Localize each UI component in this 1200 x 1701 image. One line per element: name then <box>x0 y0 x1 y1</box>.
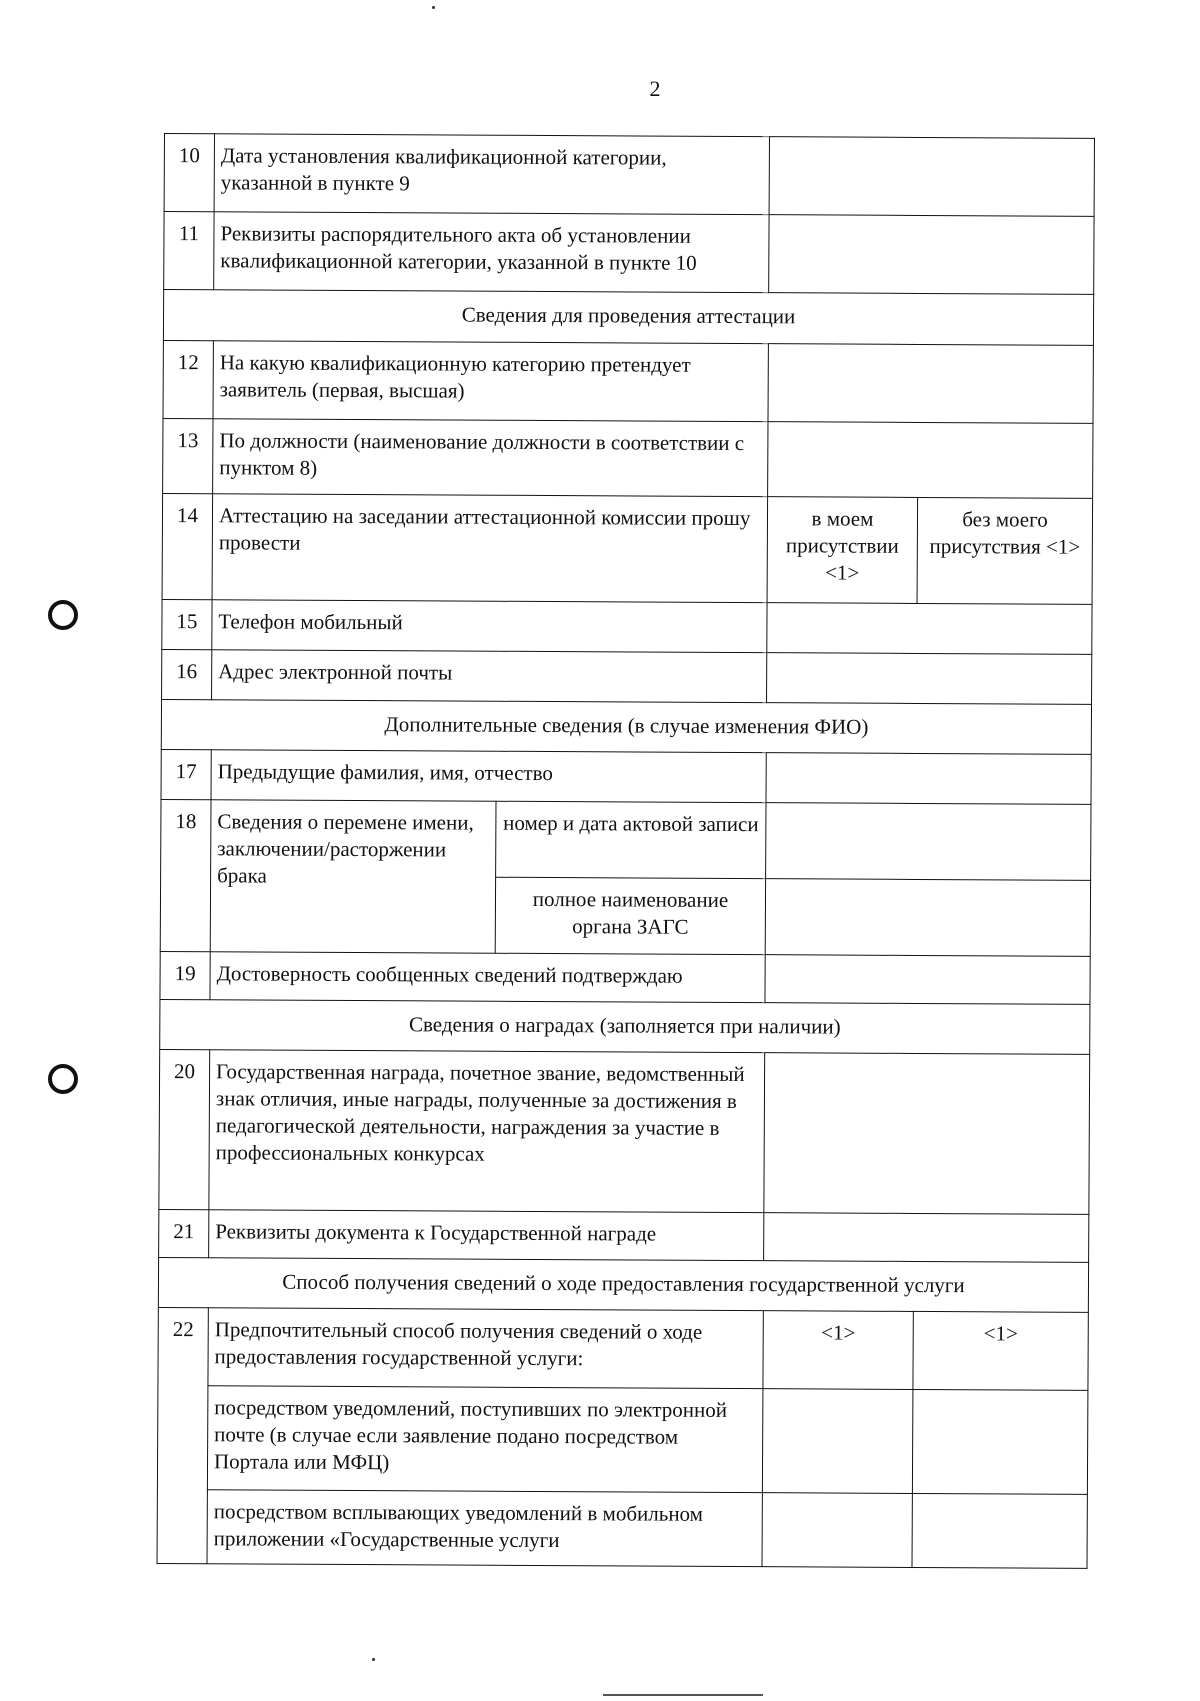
row-number: 11 <box>164 212 214 290</box>
page-number: 2 <box>649 76 661 101</box>
scan-speck <box>372 1658 375 1661</box>
answer-cell[interactable] <box>767 653 1092 705</box>
footer-line <box>603 1694 763 1696</box>
table-row <box>159 1049 1090 1214</box>
table-row <box>162 493 1093 604</box>
answer-cell[interactable] <box>769 215 1094 295</box>
table-row <box>161 749 1091 804</box>
row-number: 12 <box>163 340 213 418</box>
table-row <box>161 799 1091 880</box>
option-email-label: посредством уведомлений, поступивших по электронной почте (в случае если заявление подано посредством Портала или МФЦ) <box>207 1386 763 1493</box>
row-label: Сведения о перемене имени, заключении/расторжении брака <box>210 800 496 953</box>
table-row <box>164 212 1094 295</box>
option-in-presence[interactable]: в моем присутствии <1> <box>767 497 918 604</box>
section-header-row <box>163 290 1093 346</box>
answer-cell[interactable] <box>766 753 1091 805</box>
row-label: Дата установления квалификационной категории, указанной в пункте 9 <box>214 134 769 215</box>
email-checkbox-cell[interactable] <box>762 1389 913 1494</box>
answer-cell[interactable] <box>767 603 1092 655</box>
application-form-table <box>157 133 1095 1569</box>
row-label: По должности (наименование должности в соответствии с пунктом 8) <box>213 419 768 497</box>
answer-cell[interactable] <box>768 344 1093 424</box>
section-header-row <box>158 1257 1088 1312</box>
table-row <box>157 1385 1088 1494</box>
row-label: На какую квалификационную категорию претендует заявитель (первая, высшая) <box>213 341 768 422</box>
section-header: Дополнительные сведения (в случае изменения ФИО) <box>161 699 1091 754</box>
row-label: Телефон мобильный <box>212 600 767 653</box>
sub-label-record: номер и дата актовой записи <box>496 801 766 878</box>
table-row <box>159 1209 1089 1262</box>
row-number: 13 <box>163 418 213 493</box>
section-header-row <box>161 699 1091 754</box>
table-row <box>162 649 1092 704</box>
row-label: Адрес электронной почты <box>212 650 767 703</box>
push-checkbox-cell[interactable] <box>912 1493 1087 1568</box>
row-number: 15 <box>162 599 212 649</box>
section-header-row <box>160 999 1090 1054</box>
row-label: Аттестацию на заседании аттестационной комиссии прошу провести <box>212 494 768 603</box>
section-header: Сведения для проведения аттестации <box>163 290 1093 346</box>
row-number: 19 <box>160 951 210 999</box>
table-row <box>163 340 1093 423</box>
table-row <box>162 599 1092 654</box>
row-label: Реквизиты распорядительного акта об установлении квалификационной категории, указанной в пункте 10 <box>214 212 769 293</box>
row-label: Государственная награда, почетное звание, ведомственный знак отличия, иные награды, полученные за достижения в педагогической деятельности, награждения за участие в профессиональных конкурсах <box>209 1050 765 1213</box>
table-row <box>157 1489 1087 1568</box>
row-number: 20 <box>159 1049 210 1209</box>
table-row <box>160 951 1090 1004</box>
answer-cell[interactable] <box>769 137 1094 217</box>
mark-column-1: <1> <box>763 1311 913 1390</box>
row-number: 10 <box>164 134 214 212</box>
row-number: 17 <box>161 749 211 799</box>
answer-cell[interactable] <box>766 803 1091 881</box>
row-number: 14 <box>162 493 213 599</box>
row-number: 18 <box>160 799 211 951</box>
answer-cell[interactable] <box>764 1213 1089 1263</box>
punch-hole-mark <box>48 1064 78 1094</box>
sub-label-registry: полное наименование органа ЗАГС <box>495 877 765 954</box>
table-row <box>164 134 1094 217</box>
scan-speck <box>432 6 435 9</box>
answer-cell[interactable] <box>764 1053 1090 1215</box>
row-label: Предпочтительный способ получения сведений о ходе предоставления государственной услуги: <box>208 1308 763 1389</box>
row-number: 21 <box>159 1209 209 1257</box>
row-number: 16 <box>162 649 212 699</box>
email-checkbox-cell[interactable] <box>912 1389 1088 1494</box>
answer-cell[interactable] <box>765 955 1090 1005</box>
row-number: 22 <box>157 1307 208 1563</box>
section-header: Способ получения сведений о ходе предоставления государственной услуги <box>158 1257 1088 1312</box>
option-without-presence[interactable]: без моего присутствия <1> <box>917 497 1093 604</box>
row-label: Реквизиты документа к Государственной награде <box>209 1210 764 1261</box>
section-header: Сведения о наградах (заполняется при наличии) <box>160 999 1090 1054</box>
answer-cell[interactable] <box>765 879 1090 957</box>
answer-cell[interactable] <box>768 422 1093 499</box>
option-push-label: посредством всплывающих уведомлений в мобильном приложении «Государственные услуги <box>207 1490 762 1567</box>
row-label: Предыдущие фамилия, имя, отчество <box>211 750 766 803</box>
table-row <box>163 418 1093 498</box>
row-label: Достоверность сообщенных сведений подтверждаю <box>210 952 765 1003</box>
punch-hole-mark <box>48 600 78 630</box>
mark-column-2: <1> <box>913 1311 1088 1390</box>
table-row <box>158 1307 1088 1390</box>
push-checkbox-cell[interactable] <box>762 1493 912 1568</box>
